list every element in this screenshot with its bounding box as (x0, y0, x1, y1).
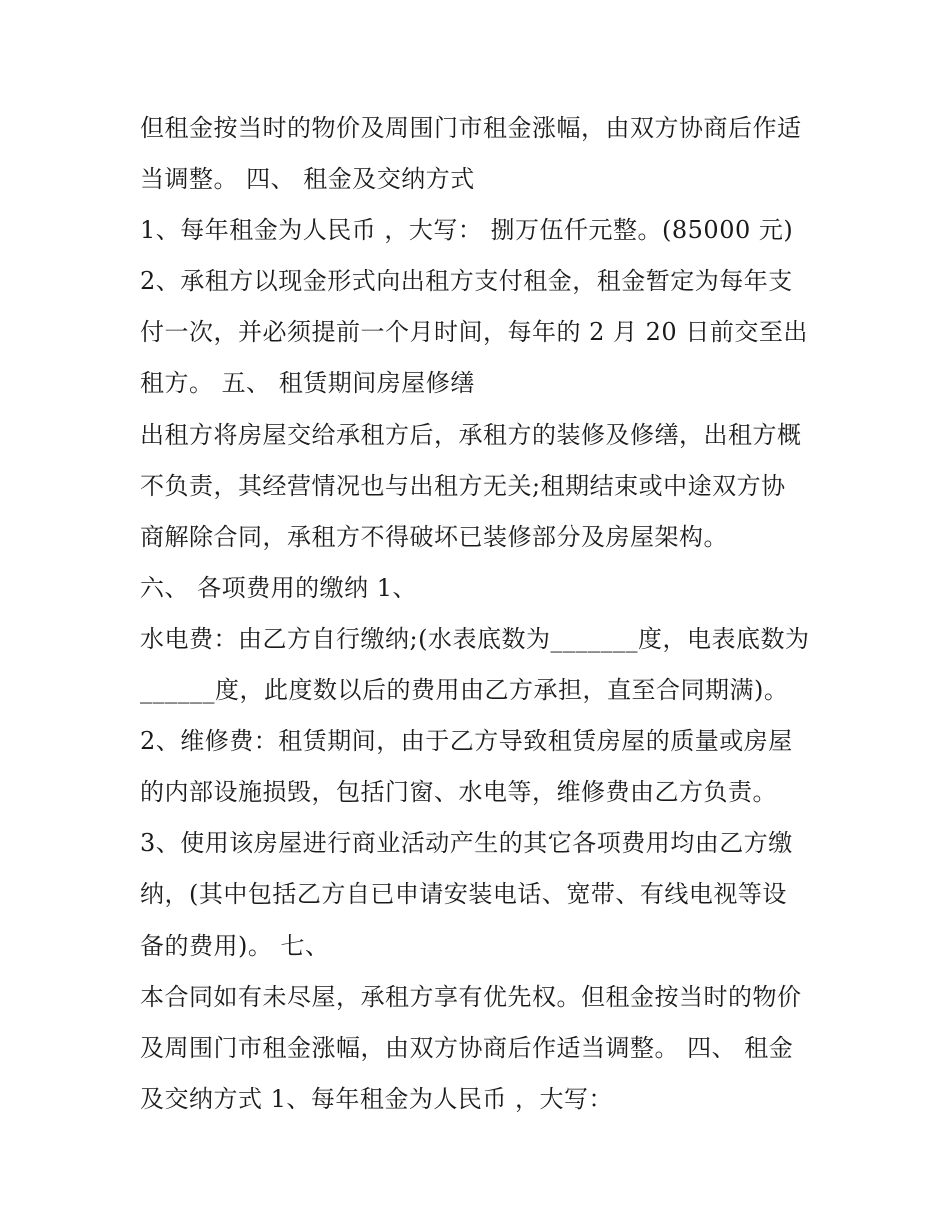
text-line: 商解除合同，承租方不得破坏已装修部分及房屋架构。 (140, 522, 728, 551)
text-line: 2、维修费：租赁期间，由于乙方导致租赁房屋的质量或房屋 (140, 727, 793, 756)
text-line: 3、使用该房屋进行商业活动产生的其它各项费用均由乙方缴 (140, 829, 793, 858)
text-line: 租方。 五、 租赁期间房屋修缮 (140, 369, 475, 398)
text-line: 付一次，并必须提前一个月时间，每年的 2 月 20 日前交至出 (140, 318, 808, 347)
text-line: 及交纳方式 1、每年租金为人民币 ，大写： (140, 1084, 614, 1113)
text-line: 的内部设施损毁，包括门窗、水电等，维修费由乙方负责。 (140, 778, 777, 807)
text-line: 水电费：由乙方自行缴纳;(水表底数为_______度，电表底数为 (140, 624, 810, 653)
text-line: 1、每年租金为人民币 ，大写： 捌万伍仟元整。(85000 元) (140, 216, 794, 245)
text-line: ______度，此度数以后的费用由乙方承担，直至合同期满)。 (140, 676, 789, 705)
text-line: 六、 各项费用的缴纳 1、 (140, 573, 418, 602)
text-line: 纳，(其中包括乙方自已申请安装电话、宽带、有线电视等设 (140, 880, 787, 909)
text-line: 2、承租方以现金形式向出租方支付租金，租金暂定为每年支 (140, 267, 793, 296)
text-line: 本合同如有未尽屋，承租方享有优先权。但租金按当时的物价 (140, 982, 802, 1011)
text-line: 备的费用)。 七、 (140, 931, 330, 960)
contract-text (140, 103, 830, 1125)
text-line: 不负责，其经营情况也与出租方无关;租期结束或中途双方协 (140, 471, 786, 500)
text-line: 及周围门市租金涨幅，由双方协商后作适当调整。 四、 租金 (140, 1033, 794, 1062)
text-line: 出租方将房屋交给承租方后，承租方的装修及修缮，出租方概 (140, 420, 802, 449)
text-line: 当调整。 四、 租金及交纳方式 (140, 165, 475, 194)
text-line: 但租金按当时的物价及周围门市租金涨幅，由双方协商后作适 (140, 114, 802, 142)
